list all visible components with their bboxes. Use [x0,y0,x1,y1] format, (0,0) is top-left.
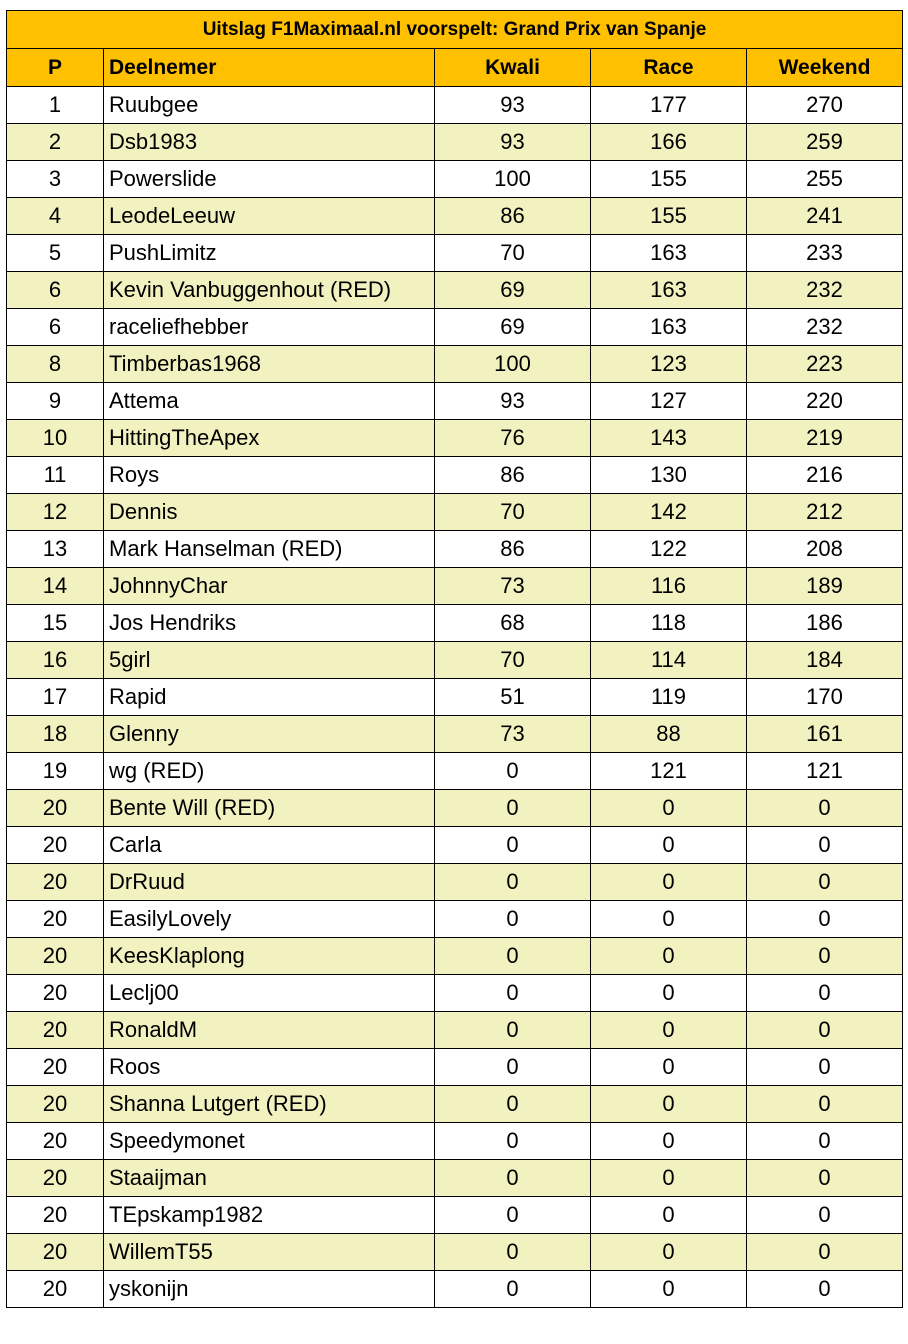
cell-participant: Bente Will (RED) [104,790,435,827]
table-row [7,605,903,642]
cell-race: 0 [591,827,747,864]
cell-weekend: 184 [747,642,903,679]
cell-position: 4 [7,198,104,235]
cell-weekend: 0 [747,1234,903,1271]
cell-race: 0 [591,1197,747,1234]
cell-participant: wg (RED) [104,753,435,790]
cell-kwali: 0 [435,1049,591,1086]
cell-kwali: 73 [435,716,591,753]
header-position: P [7,49,104,87]
cell-position: 8 [7,346,104,383]
cell-race: 0 [591,1049,747,1086]
cell-kwali: 0 [435,975,591,1012]
cell-kwali: 93 [435,124,591,161]
cell-participant: EasilyLovely [104,901,435,938]
cell-participant: Powerslide [104,161,435,198]
table-row [7,938,903,975]
cell-race: 0 [591,1086,747,1123]
cell-participant: Dsb1983 [104,124,435,161]
cell-race: 0 [591,938,747,975]
cell-position: 1 [7,87,104,124]
cell-race: 121 [591,753,747,790]
table-row [7,383,903,420]
cell-race: 119 [591,679,747,716]
table-row [7,568,903,605]
results-sheet [6,10,902,1308]
table-row [7,235,903,272]
cell-kwali: 86 [435,198,591,235]
cell-position: 11 [7,457,104,494]
cell-position: 20 [7,1234,104,1271]
cell-position: 12 [7,494,104,531]
table-row [7,1123,903,1160]
cell-participant: Attema [104,383,435,420]
cell-participant: KeesKlaplong [104,938,435,975]
cell-race: 155 [591,161,747,198]
cell-weekend: 223 [747,346,903,383]
cell-weekend: 0 [747,1160,903,1197]
header-kwali: Kwali [435,49,591,87]
cell-participant: Rapid [104,679,435,716]
table-row [7,420,903,457]
cell-race: 130 [591,457,747,494]
cell-race: 0 [591,1234,747,1271]
cell-kwali: 0 [435,1086,591,1123]
cell-kwali: 93 [435,383,591,420]
table-row [7,1234,903,1271]
table-row [7,679,903,716]
cell-weekend: 189 [747,568,903,605]
cell-position: 20 [7,790,104,827]
cell-position: 17 [7,679,104,716]
cell-race: 0 [591,901,747,938]
cell-kwali: 0 [435,1160,591,1197]
table-row [7,975,903,1012]
cell-kwali: 76 [435,420,591,457]
cell-position: 9 [7,383,104,420]
cell-race: 166 [591,124,747,161]
cell-participant: Dennis [104,494,435,531]
table-row [7,642,903,679]
cell-kwali: 0 [435,790,591,827]
cell-weekend: 216 [747,457,903,494]
cell-position: 6 [7,309,104,346]
cell-participant: Ruubgee [104,87,435,124]
cell-participant: Roys [104,457,435,494]
title-row [7,11,903,49]
cell-participant: Timberbas1968 [104,346,435,383]
cell-participant: Glenny [104,716,435,753]
cell-position: 20 [7,1012,104,1049]
table-row [7,901,903,938]
cell-position: 6 [7,272,104,309]
cell-participant: Speedymonet [104,1123,435,1160]
cell-participant: Shanna Lutgert (RED) [104,1086,435,1123]
cell-weekend: 0 [747,1086,903,1123]
table-row [7,827,903,864]
cell-race: 127 [591,383,747,420]
cell-participant: Leclj00 [104,975,435,1012]
cell-race: 0 [591,864,747,901]
cell-race: 0 [591,975,747,1012]
cell-kwali: 93 [435,87,591,124]
cell-weekend: 0 [747,1123,903,1160]
cell-kwali: 0 [435,901,591,938]
cell-race: 0 [591,1271,747,1308]
cell-position: 20 [7,1271,104,1308]
table-row [7,161,903,198]
cell-weekend: 270 [747,87,903,124]
cell-race: 142 [591,494,747,531]
cell-weekend: 232 [747,309,903,346]
cell-kwali: 100 [435,161,591,198]
cell-kwali: 86 [435,457,591,494]
cell-kwali: 0 [435,827,591,864]
cell-weekend: 233 [747,235,903,272]
cell-race: 163 [591,235,747,272]
cell-kwali: 0 [435,1012,591,1049]
cell-race: 143 [591,420,747,457]
table-row [7,1049,903,1086]
table-row [7,1012,903,1049]
cell-position: 20 [7,827,104,864]
cell-weekend: 0 [747,1271,903,1308]
cell-weekend: 241 [747,198,903,235]
table-row [7,457,903,494]
cell-position: 20 [7,901,104,938]
cell-weekend: 212 [747,494,903,531]
table-row [7,309,903,346]
cell-position: 5 [7,235,104,272]
cell-participant: PushLimitz [104,235,435,272]
table-row [7,346,903,383]
cell-race: 0 [591,1123,747,1160]
cell-kwali: 0 [435,1123,591,1160]
cell-participant: raceliefhebber [104,309,435,346]
cell-position: 20 [7,864,104,901]
table-row [7,494,903,531]
cell-position: 15 [7,605,104,642]
table-row [7,198,903,235]
cell-participant: Staaijman [104,1160,435,1197]
cell-participant: Mark Hanselman (RED) [104,531,435,568]
cell-kwali: 0 [435,938,591,975]
cell-position: 20 [7,1123,104,1160]
results-table [6,10,903,1308]
cell-race: 118 [591,605,747,642]
table-row [7,864,903,901]
cell-weekend: 259 [747,124,903,161]
cell-race: 0 [591,1160,747,1197]
header-race: Race [591,49,747,87]
table-row [7,1197,903,1234]
cell-kwali: 86 [435,531,591,568]
cell-position: 18 [7,716,104,753]
cell-weekend: 208 [747,531,903,568]
cell-kwali: 70 [435,235,591,272]
cell-kwali: 0 [435,864,591,901]
cell-weekend: 0 [747,1197,903,1234]
cell-kwali: 70 [435,642,591,679]
cell-race: 0 [591,1012,747,1049]
cell-kwali: 51 [435,679,591,716]
cell-participant: DrRuud [104,864,435,901]
cell-position: 20 [7,1197,104,1234]
cell-weekend: 0 [747,1049,903,1086]
cell-weekend: 170 [747,679,903,716]
cell-race: 177 [591,87,747,124]
cell-participant: WillemT55 [104,1234,435,1271]
cell-weekend: 161 [747,716,903,753]
table-row [7,1086,903,1123]
cell-position: 20 [7,1049,104,1086]
cell-race: 163 [591,272,747,309]
cell-weekend: 255 [747,161,903,198]
cell-participant: Kevin Vanbuggenhout (RED) [104,272,435,309]
table-row [7,124,903,161]
cell-position: 14 [7,568,104,605]
cell-race: 155 [591,198,747,235]
cell-participant: Roos [104,1049,435,1086]
cell-participant: yskonijn [104,1271,435,1308]
cell-race: 116 [591,568,747,605]
cell-race: 88 [591,716,747,753]
table-row [7,1271,903,1308]
cell-race: 122 [591,531,747,568]
cell-position: 13 [7,531,104,568]
cell-weekend: 0 [747,901,903,938]
cell-position: 16 [7,642,104,679]
cell-race: 163 [591,309,747,346]
cell-position: 20 [7,1086,104,1123]
cell-kwali: 69 [435,309,591,346]
table-row [7,753,903,790]
table-row [7,87,903,124]
cell-position: 10 [7,420,104,457]
cell-weekend: 0 [747,938,903,975]
cell-position: 20 [7,975,104,1012]
cell-kwali: 0 [435,1197,591,1234]
cell-weekend: 219 [747,420,903,457]
cell-position: 20 [7,938,104,975]
cell-participant: Jos Hendriks [104,605,435,642]
cell-participant: LeodeLeeuw [104,198,435,235]
cell-kwali: 0 [435,1234,591,1271]
cell-kwali: 70 [435,494,591,531]
cell-participant: RonaldM [104,1012,435,1049]
cell-weekend: 121 [747,753,903,790]
cell-weekend: 0 [747,864,903,901]
cell-participant: HittingTheApex [104,420,435,457]
cell-position: 2 [7,124,104,161]
cell-kwali: 73 [435,568,591,605]
cell-participant: TEpskamp1982 [104,1197,435,1234]
cell-kwali: 0 [435,1271,591,1308]
cell-kwali: 0 [435,753,591,790]
table-row [7,790,903,827]
table-row [7,1160,903,1197]
cell-participant: JohnnyChar [104,568,435,605]
table-row [7,272,903,309]
results-body [7,87,903,1308]
cell-weekend: 0 [747,827,903,864]
cell-race: 0 [591,790,747,827]
cell-weekend: 220 [747,383,903,420]
cell-kwali: 68 [435,605,591,642]
header-weekend: Weekend [747,49,903,87]
header-participant: Deelnemer [104,49,435,87]
cell-race: 114 [591,642,747,679]
cell-weekend: 232 [747,272,903,309]
table-row [7,531,903,568]
table-row [7,716,903,753]
cell-kwali: 69 [435,272,591,309]
header-row [7,49,903,87]
cell-weekend: 186 [747,605,903,642]
cell-race: 123 [591,346,747,383]
cell-weekend: 0 [747,790,903,827]
cell-participant: Carla [104,827,435,864]
cell-weekend: 0 [747,1012,903,1049]
cell-position: 19 [7,753,104,790]
cell-weekend: 0 [747,975,903,1012]
cell-participant: 5girl [104,642,435,679]
table-title: Uitslag F1Maximaal.nl voorspelt: Grand Prix van Spanje [7,11,903,49]
cell-position: 3 [7,161,104,198]
cell-kwali: 100 [435,346,591,383]
cell-position: 20 [7,1160,104,1197]
